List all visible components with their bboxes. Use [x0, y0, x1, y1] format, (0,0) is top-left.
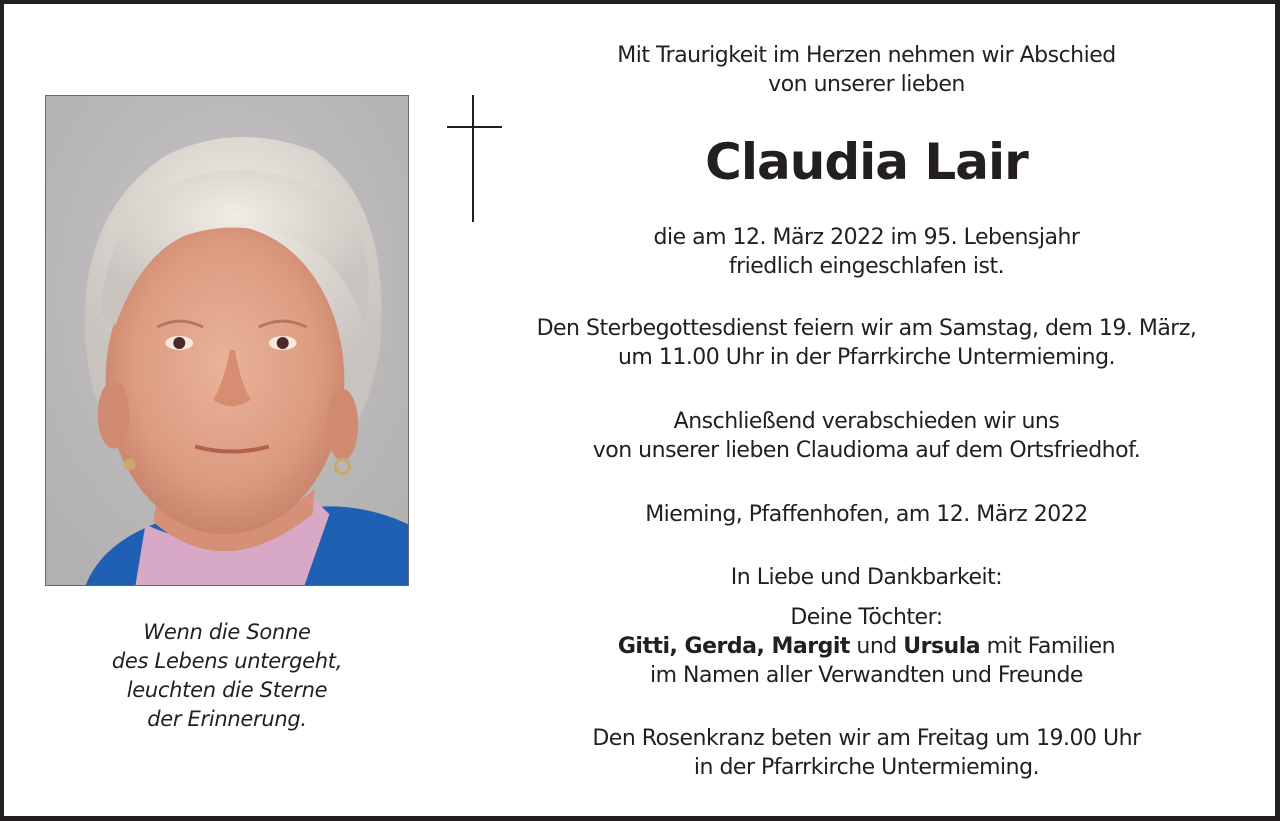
mourners-names-bold-2: Ursula [903, 634, 981, 659]
intro-line: Mit Traurigkeit im Herzen nehmen wir Abschied [617, 43, 1116, 68]
death-info-line: friedlich eingeschlafen ist. [728, 254, 1005, 279]
rosary-line: in der Pfarrkirche Untermieming. [693, 755, 1040, 780]
death-info-line: die am 12. März 2022 im 95. Lebensjahr [653, 225, 1080, 250]
portrait-image [46, 96, 408, 585]
portrait-photo [45, 95, 409, 586]
rosary-line: Den Rosenkranz beten wir am Freitag um 19.00 Uhr [592, 726, 1141, 751]
place-date [474, 500, 1259, 529]
quote-line: leuchten die Sterne [126, 678, 328, 702]
mourners-closing: im Namen aller Verwandten und Freunde [650, 663, 1083, 688]
quote-line: Wenn die Sonne [143, 620, 311, 644]
farewell-line: von unserer lieben Claudioma auf dem Ortsfriedhof. [592, 438, 1141, 463]
mourners-connector: und [849, 634, 904, 659]
farewell [474, 407, 1259, 465]
cross-horizontal-bar [447, 126, 502, 128]
mourners-names-bold-1: Gitti, Gerda, Margit [617, 634, 850, 659]
mourners [474, 603, 1259, 690]
funeral-service-line: Den Sterbegottesdienst feiern wir am Samstag, dem 19. März, [536, 316, 1197, 341]
farewell-line: Anschließend verabschieden wir uns [673, 409, 1060, 434]
quote-line: des Lebens untergeht, [111, 649, 343, 673]
gratitude-line: In Liebe und Dankbarkeit: [730, 565, 1003, 590]
deceased-name: Claudia Lair [705, 133, 1028, 191]
death-info [474, 223, 1259, 281]
memorial-quote [45, 618, 409, 734]
rosary [474, 724, 1259, 782]
mourners-suffix: mit Familien [980, 634, 1116, 659]
gratitude [474, 563, 1259, 592]
mourners-names [474, 632, 1259, 661]
intro-text [474, 41, 1259, 99]
place-date-line: Mieming, Pfaffenhofen, am 12. März 2022 [645, 502, 1088, 527]
obituary-card [4, 4, 1275, 816]
funeral-service [474, 314, 1259, 372]
funeral-service-line: um 11.00 Uhr in der Pfarrkirche Untermieming. [617, 345, 1116, 370]
intro-line: von unserer lieben [768, 72, 965, 97]
quote-line: der Erinnerung. [147, 707, 307, 731]
mourners-heading: Deine Töchter: [790, 605, 943, 630]
